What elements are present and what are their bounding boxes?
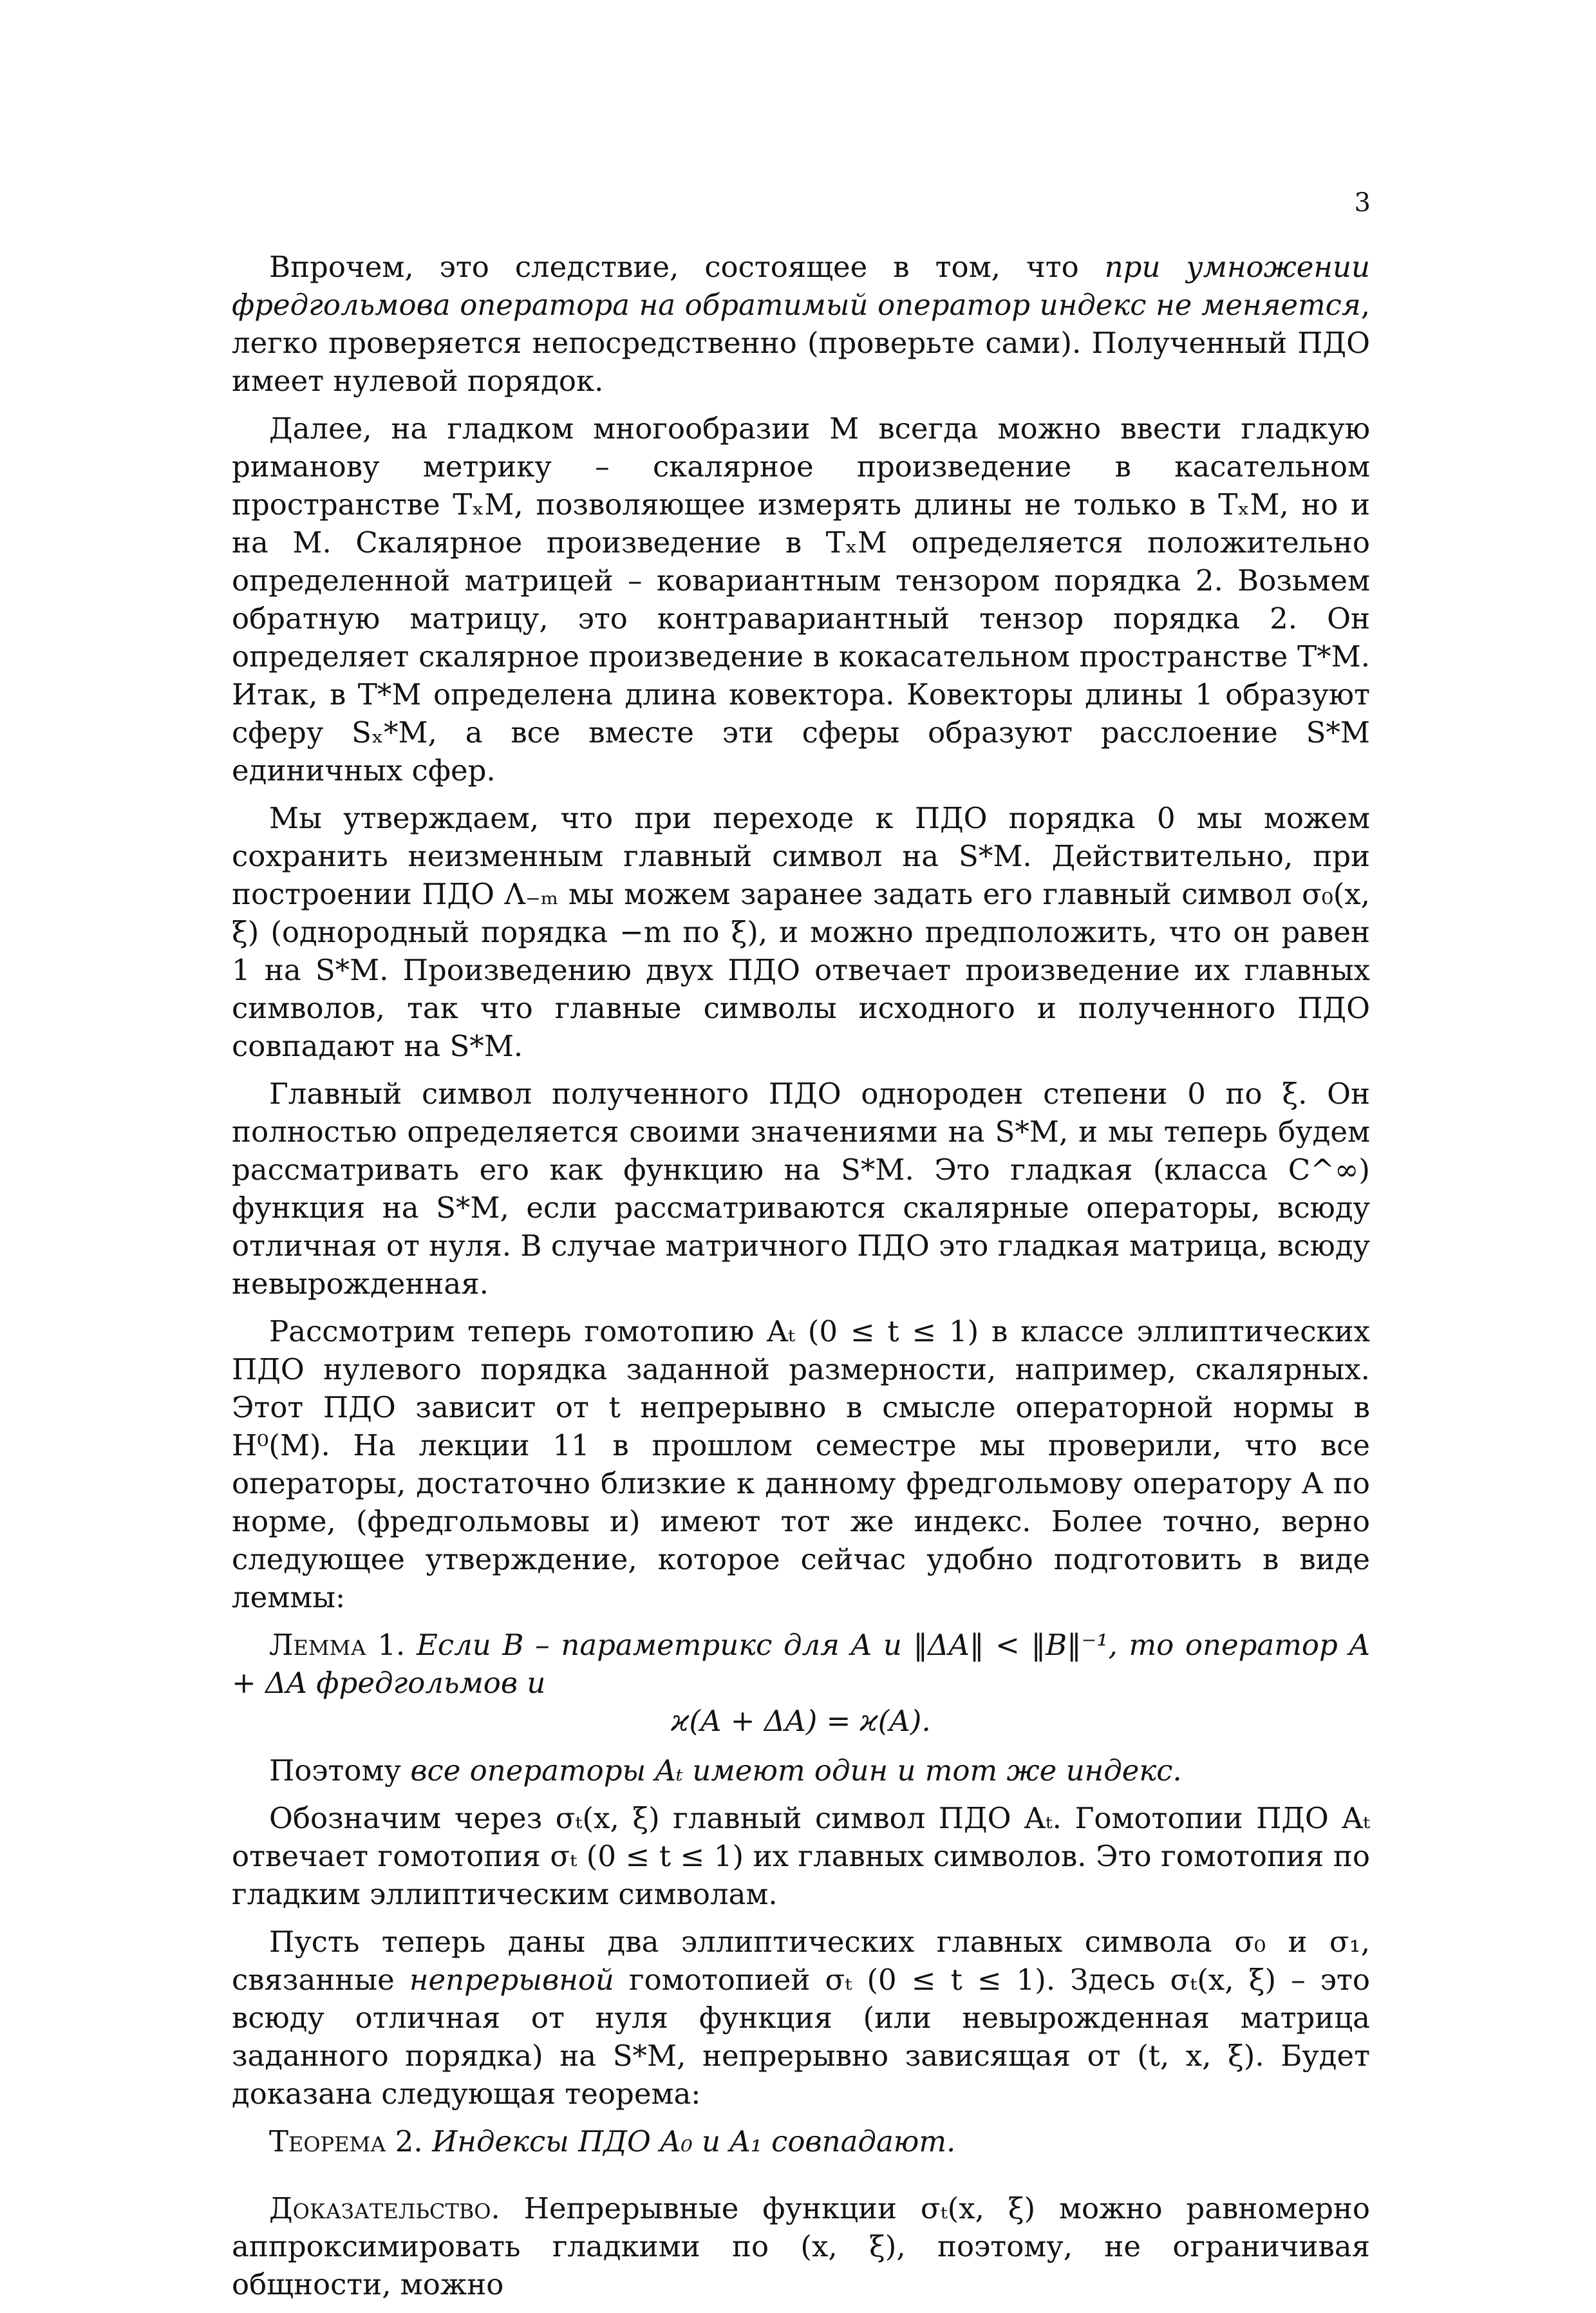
- after-lemma-emphasis: все операторы Aₜ имеют один и тот же индекс.: [410, 1753, 1182, 1788]
- continuous-text-a: Пусть теперь даны два эллиптических главных символа σ₀ и σ₁, связанные: [232, 1925, 1370, 1997]
- paragraph-continuous: [232, 1923, 1370, 2113]
- paragraph-1-text-a: Впрочем, это следствие, состоящее в том, что: [269, 250, 1105, 284]
- body-text: [232, 248, 1370, 2313]
- theorem-label: Теорема 2.: [269, 2124, 423, 2158]
- paragraph-5: Рассмотрим теперь гомотопию Aₜ (0 ≤ t ≤ 1) в классе эллиптических ПДО нулевого порядка заданной размерности, например, скалярных. Этот ПДО зависит от t непрерывно в смысле операторной нормы в H⁰(M). На лекции 11 в прошлом семестре мы проверили, что все операторы, достаточно близкие к данному фредгольмову оператору A по норме, (фредгольмовы и) имеют тот же индекс. Более точно, верно следующее утверждение, которое сейчас удобно подготовить в виде леммы:: [232, 1314, 1370, 1614]
- lemma: [232, 1626, 1370, 1702]
- paragraph-homotopy: Обозначим через σₜ(x, ξ) главный символ ПДО Aₜ. Гомотопии ПДО Aₜ отвечает гомотопия σₜ (0 ≤ t ≤ 1) их главных символов. Это гомотопия по гладким эллиптическим символам.: [232, 1801, 1370, 1911]
- paragraph-1-text-b: , легко проверяется непосредственно (проверьте сами). Полученный ПДО имеет нулевой порядок.: [232, 288, 1370, 398]
- continuous-emphasis: непрерывной: [409, 1963, 614, 1997]
- proof-label: Доказательство.: [269, 2191, 500, 2225]
- paragraph-after-lemma: [232, 1751, 1370, 1789]
- lemma-label: Лемма 1.: [269, 1628, 406, 1662]
- theorem: [232, 2122, 1370, 2160]
- paragraph-3: Мы утверждаем, что при переходе к ПДО порядка 0 мы можем сохранить неизменным главный символ на S*M. Действительно, при построении ПДО Λ₋ₘ мы можем заранее задать его главный символ σ₀(x, ξ) (однородный порядка −m по ξ), и можно предположить, что он равен 1 на S*M. Произведению двух ПДО отвечает произведение их главных символов, так что главные символы исходного и полученного ПДО совпадают на S*M.: [232, 801, 1370, 1063]
- paragraph-4: Главный символ полученного ПДО однороден степени 0 по ξ. Он полностью определяется своими значениями на S*M, и мы теперь будем рассматривать его как функцию на S*M. Это гладкая (класса C^∞) функция на S*M, если рассматриваются скалярные операторы, всюду отличная от нуля. В случае матричного ПДО это гладкая матрица, всюду невырожденная.: [232, 1077, 1370, 1301]
- theorem-text: Индексы ПДО A₀ и A₁ совпадают.: [432, 2124, 956, 2158]
- lemma-text: Если B – параметрикс для A и ‖ΔA‖ < ‖B‖⁻¹, то оператор A + ΔA фредгольмов и: [232, 1628, 1370, 1700]
- page-number: 3: [1354, 188, 1371, 218]
- paragraph-1-emphasis: при умножении фредгольмова оператора на обратимый оператор индекс не меняется: [232, 250, 1370, 322]
- proof-text: Непрерывные функции σₜ(x, ξ) можно равномерно аппроксимировать гладкими по (x, ξ), поэтому, не ограничивая общности, можно: [232, 2191, 1370, 2301]
- after-lemma-text: Поэтому: [269, 1753, 411, 1788]
- paragraph-2: Далее, на гладком многообразии M всегда можно ввести гладкую риманову метрику – скалярное произведение в касательном пространстве TₓM, позволяющее измерять длины не только в TₓM, но и на M. Скалярное произведение в TₓM определяется положительно определенной матрицей – ковариантным тензором порядка 2. Возьмем обратную матрицу, это контравариантный тензор порядка 2. Он определяет скалярное произведение в кокасательном пространстве T*M. Итак, в T*M определена длина ковектора. Ковекторы длины 1 образуют сферу Sₓ*M, а все вместе эти сферы образуют расслоение S*M единичных сфер.: [232, 411, 1370, 788]
- continuous-text-b: гомотопией σₜ (0 ≤ t ≤ 1). Здесь σₜ(x, ξ) – это всюду отличная от нуля функция (или невырожденная матрица заданного порядка) на S*M, непрерывно зависящая от (t, x, ξ). Будет доказана следующая теорема:: [232, 1963, 1370, 2111]
- spacer: [232, 2170, 1370, 2189]
- lemma-formula: ϰ(A + ΔA) = ϰ(A).: [671, 1704, 931, 1738]
- paragraph-1: [232, 248, 1370, 400]
- proof: [232, 2189, 1370, 2303]
